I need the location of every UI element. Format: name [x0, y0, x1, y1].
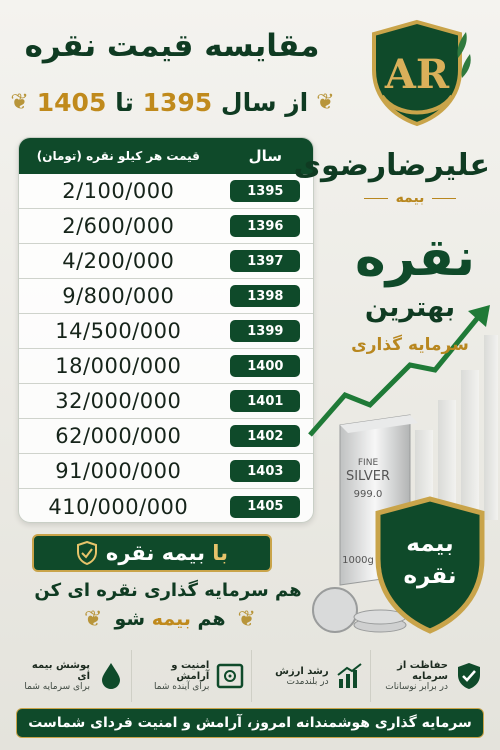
subtitle-row — [10, 84, 335, 120]
feature-sub: در بلندمدت — [286, 676, 329, 687]
price-cell: 18/000/000 — [55, 354, 182, 378]
table-body — [19, 174, 313, 523]
line2-prefix: هم — [197, 608, 226, 630]
year-pill: 1396 — [230, 215, 300, 237]
badge-text — [370, 528, 490, 592]
year-pill: 1398 — [230, 285, 300, 307]
laurel-left-icon: ❦ — [84, 606, 103, 632]
year-pill: 1397 — [230, 250, 300, 272]
table-row — [19, 454, 313, 489]
price-cell: 2/600/000 — [62, 214, 175, 238]
year-pill: 1400 — [230, 355, 300, 377]
bar-label: FINE — [357, 458, 379, 468]
table-row — [19, 314, 313, 349]
brand-name: علیرضارضوی — [293, 148, 490, 183]
year-pill: 1402 — [230, 425, 300, 447]
table-row — [19, 349, 313, 384]
year-pill: 1399 — [230, 320, 300, 342]
banner-text — [106, 541, 228, 565]
laurel-right-icon: ❦ — [237, 606, 256, 632]
feature-sub: در برابر نوسانات — [385, 682, 448, 692]
subtitle-prefix: از سال — [220, 87, 309, 117]
line2-suffix: شو — [114, 608, 146, 630]
price-cell: 91/000/000 — [55, 459, 182, 483]
table-row — [19, 279, 313, 314]
message-line1: هم سرمایه گذاری نقره ای کن — [34, 580, 302, 601]
subtitle-connector: تا — [115, 87, 134, 117]
table-row — [19, 419, 313, 454]
shield-check-icon — [454, 661, 484, 691]
message-line2-row — [20, 604, 320, 634]
badge-line1: بیمه — [406, 531, 454, 557]
brand-monogram: AR — [384, 51, 450, 98]
line2-highlight: بیمه — [151, 608, 191, 630]
page-title: مقایسه قیمت نقره — [24, 28, 320, 64]
feature-item — [251, 650, 369, 702]
brand-sub — [355, 188, 465, 208]
table-row — [19, 384, 313, 419]
table-row — [19, 174, 313, 209]
feature-title: پوشش بیمه ای — [31, 660, 90, 682]
year-to: 1405 — [36, 87, 107, 117]
growth-chart-icon — [335, 661, 365, 691]
year-pill: 1395 — [230, 180, 300, 202]
table-row — [19, 244, 313, 279]
feature-item — [370, 650, 488, 702]
feature-item — [131, 650, 249, 702]
bar-purity: 999.0 — [353, 489, 383, 500]
price-cell: 9/800/000 — [62, 284, 175, 308]
price-table — [18, 137, 314, 523]
price-cell: 62/000/000 — [55, 424, 182, 448]
table-row — [19, 489, 313, 523]
column-header-price: قیمت هر کیلو نقره (تومان) — [36, 149, 200, 163]
banner-prefix: با — [212, 541, 229, 565]
banner-main: بیمه نقره — [105, 541, 205, 565]
price-cell: 14/500/000 — [55, 319, 182, 343]
insurance-banner — [32, 534, 272, 572]
shield-check-icon — [76, 541, 98, 565]
feature-sub: برای آینده شما — [153, 682, 210, 692]
price-cell: 4/200/000 — [62, 249, 175, 273]
message-line2 — [114, 608, 225, 630]
laurel-left-icon: ❦ — [10, 89, 29, 115]
features-row — [12, 650, 488, 702]
table-header — [19, 138, 313, 174]
footer-banner: سرمایه گذاری هوشمندانه امروز، آرامش و امنیت فردای شماست — [16, 708, 484, 738]
promo-best: بهترین — [364, 292, 456, 323]
bar-weight: 1000g — [342, 555, 374, 566]
year-from: 1395 — [142, 87, 213, 117]
brand-sub-text: بیمه — [395, 190, 425, 206]
feature-title: حفاظت از سرمایه — [397, 660, 448, 682]
brand-shield-logo — [362, 18, 472, 128]
feature-title: امنیت و آرامش — [171, 660, 210, 682]
promo-main: نقره — [355, 228, 475, 288]
laurel-right-icon: ❦ — [316, 89, 335, 115]
price-cell: 2/100/000 — [62, 179, 175, 203]
bar-metal: SILVER — [345, 469, 391, 484]
feature-sub: برای سرمایه شما — [24, 682, 90, 692]
drop-icon — [96, 661, 126, 691]
price-cell: 410/000/000 — [48, 494, 189, 519]
subtitle — [37, 88, 308, 117]
table-row — [19, 209, 313, 244]
safe-icon — [215, 661, 245, 691]
promo-invest: سرمایه گذاری — [351, 335, 469, 355]
year-pill: 1403 — [230, 460, 300, 482]
badge-line2: نقره — [403, 563, 457, 589]
price-cell: 32/000/000 — [55, 389, 182, 413]
column-header-year: سال — [248, 147, 283, 165]
year-pill: 1405 — [230, 496, 300, 518]
year-pill: 1401 — [230, 390, 300, 412]
feature-title: رشد ارزش — [275, 665, 329, 677]
feature-item — [12, 650, 130, 702]
